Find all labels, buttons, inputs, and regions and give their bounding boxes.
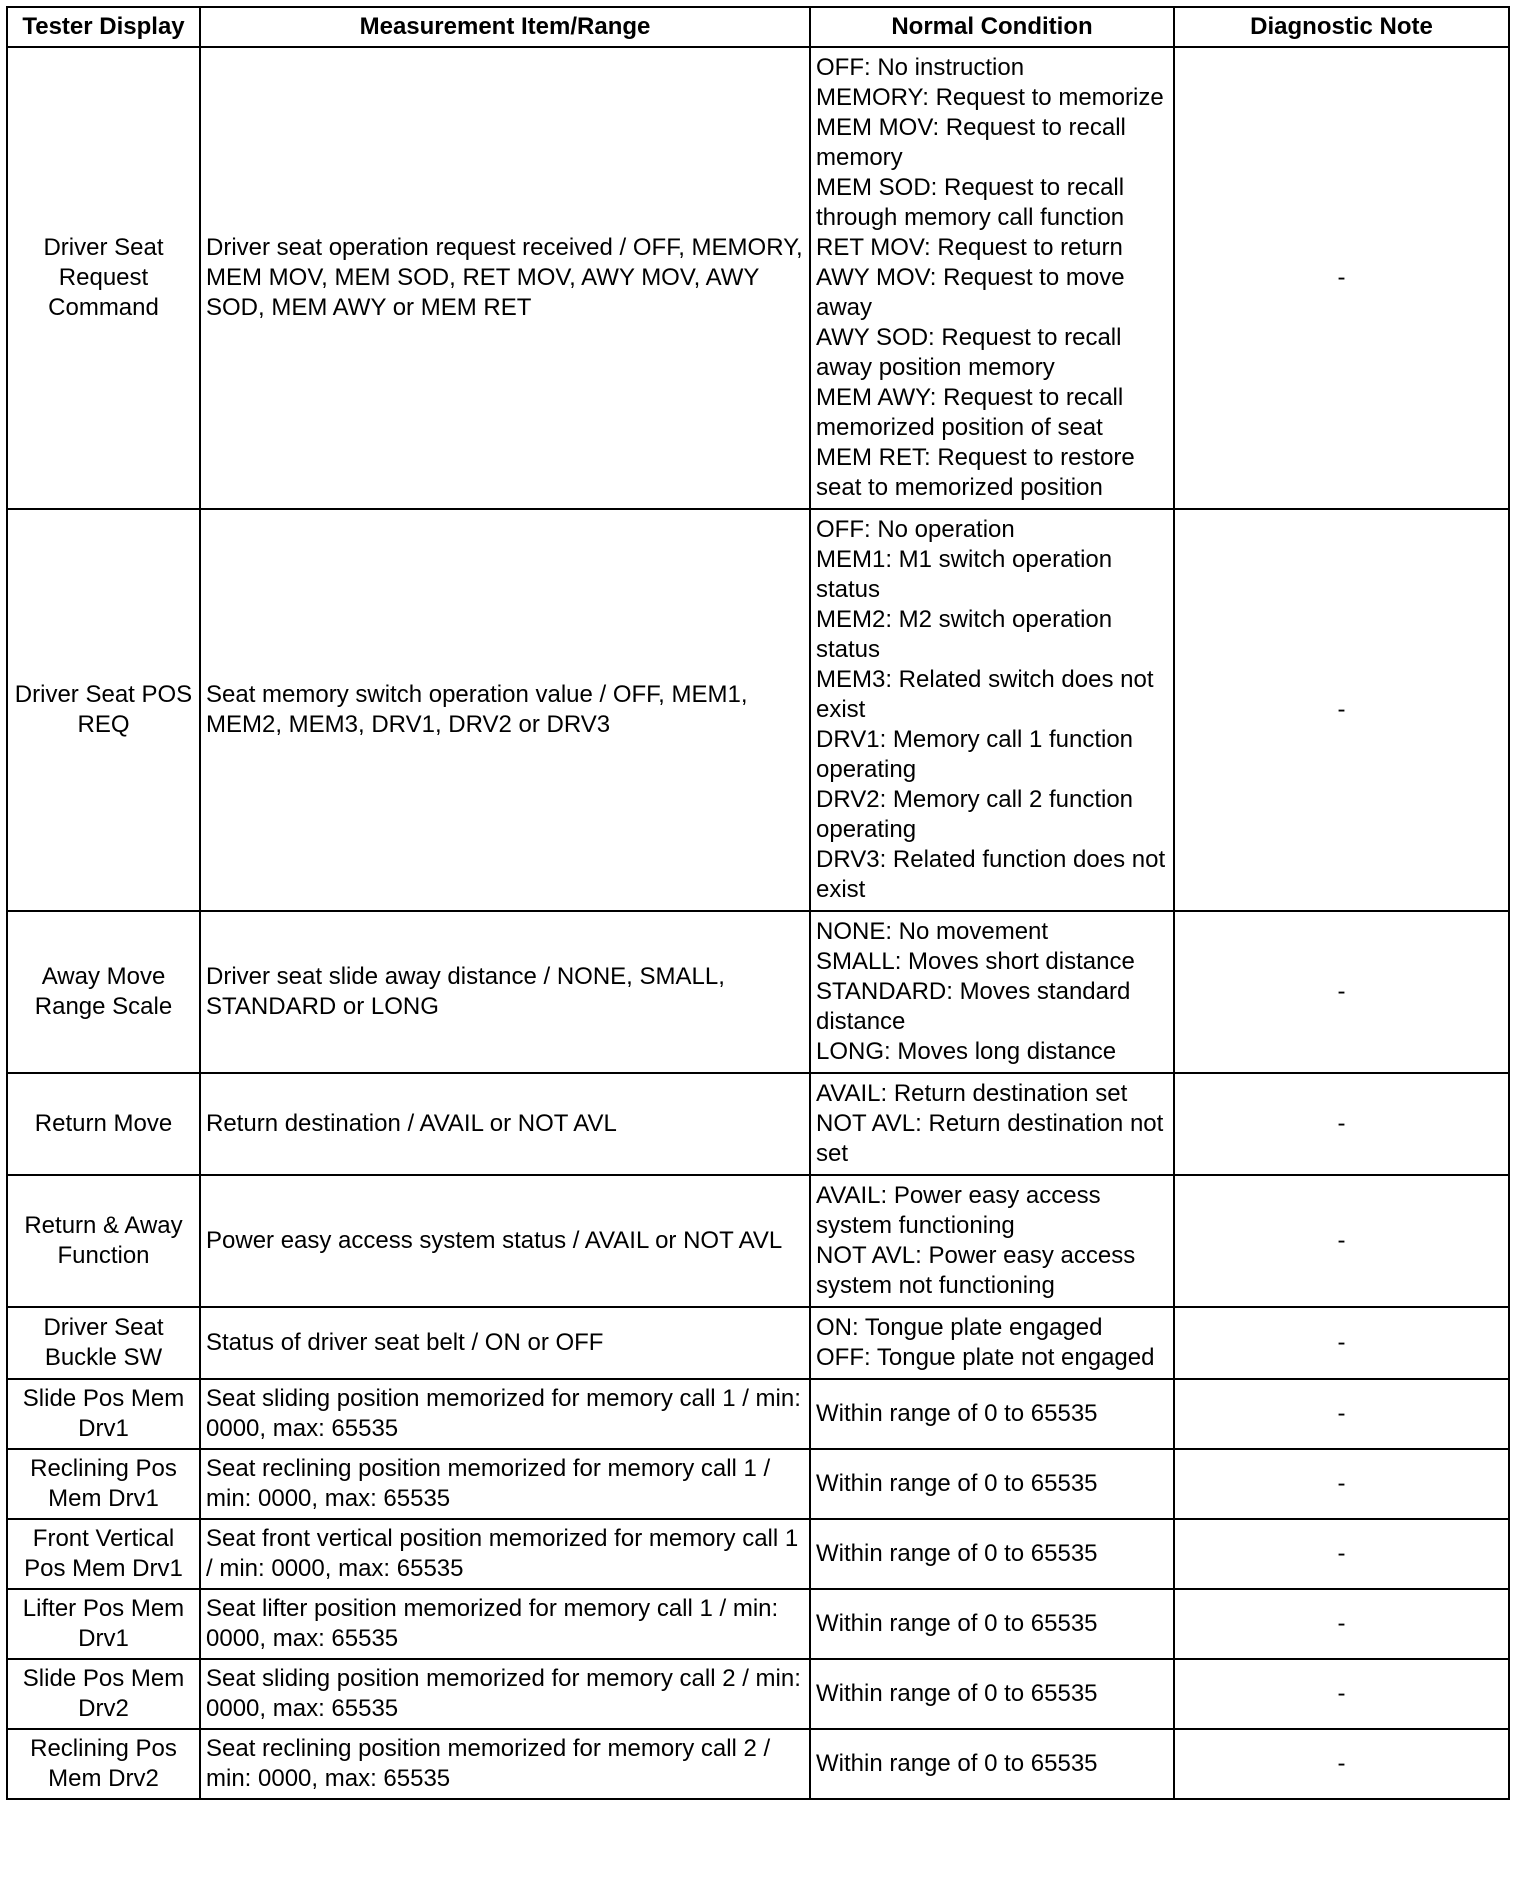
normal-condition-cell [810, 1307, 1174, 1379]
normal-condition-line: LONG: Moves long distance [816, 1038, 1117, 1065]
normal-condition-line: AVAIL: Return destination set [816, 1080, 1128, 1107]
measurement-item-cell: Seat sliding position memorized for memory call 2 / min: 0000, max: 65535 [200, 1659, 810, 1729]
measurement-item-cell: Seat memory switch operation value / OFF, MEM1, MEM2, MEM3, DRV1, DRV2 or DRV3 [200, 509, 810, 911]
normal-condition-line: ON: Tongue plate engaged [816, 1314, 1103, 1341]
table-row [7, 47, 1509, 509]
diagnostic-note-cell: - [1174, 1449, 1509, 1519]
diagnostic-note-cell: - [1174, 509, 1509, 911]
tester-display-cell: Away Move Range Scale [7, 911, 200, 1073]
normal-condition-cell [810, 509, 1174, 911]
normal-condition-line: NOT AVL: Return destination not set [816, 1110, 1164, 1167]
tester-display-cell: Slide Pos Mem Drv1 [7, 1379, 200, 1449]
header-row [7, 7, 1509, 47]
normal-condition-line: RET MOV: Request to return [816, 234, 1123, 261]
normal-condition-line: DRV2: Memory call 2 function operating [816, 786, 1134, 843]
normal-condition-line: NOT AVL: Power easy access system not functioning [816, 1242, 1136, 1299]
normal-condition-cell [810, 1729, 1174, 1799]
header-diagnostic-note: Diagnostic Note [1174, 7, 1509, 47]
header-normal-condition: Normal Condition [810, 7, 1174, 47]
normal-condition-line: MEM RET: Request to restore seat to memorized position [816, 444, 1135, 501]
table-header [7, 7, 1509, 47]
normal-condition-line: NONE: No movement [816, 918, 1049, 945]
normal-condition-cell [810, 1175, 1174, 1307]
normal-condition-line: Within range of 0 to 65535 [816, 1680, 1098, 1707]
tester-display-cell: Front Vertical Pos Mem Drv1 [7, 1519, 200, 1589]
normal-condition-cell [810, 1379, 1174, 1449]
table-row [7, 1729, 1509, 1799]
table-row [7, 1379, 1509, 1449]
normal-condition-cell [810, 1449, 1174, 1519]
tester-display-cell: Driver Seat POS REQ [7, 509, 200, 911]
diagnostic-note-cell: - [1174, 1519, 1509, 1589]
diagnostic-note-cell: - [1174, 1379, 1509, 1449]
normal-condition-cell [810, 1519, 1174, 1589]
diagnostic-note-cell: - [1174, 1307, 1509, 1379]
diagnostic-note-cell: - [1174, 911, 1509, 1073]
normal-condition-line: Within range of 0 to 65535 [816, 1610, 1098, 1637]
normal-condition-cell [810, 1073, 1174, 1175]
normal-condition-line: Within range of 0 to 65535 [816, 1470, 1098, 1497]
normal-condition-line: AWY MOV: Request to move away [816, 264, 1125, 321]
normal-condition-line: DRV3: Related function does not exist [816, 846, 1166, 903]
table-row [7, 1589, 1509, 1659]
table-row [7, 1175, 1509, 1307]
normal-condition-line: MEM AWY: Request to recall memorized position of seat [816, 384, 1124, 441]
diagnostic-note-cell: - [1174, 1659, 1509, 1729]
normal-condition-line: MEM SOD: Request to recall through memory call function [816, 174, 1125, 231]
table-row [7, 509, 1509, 911]
normal-condition-cell [810, 1589, 1174, 1659]
measurement-item-cell: Return destination / AVAIL or NOT AVL [200, 1073, 810, 1175]
normal-condition-line: OFF: Tongue plate not engaged [816, 1344, 1155, 1371]
document [6, 6, 1508, 1800]
normal-condition-line: MEMORY: Request to memorize [816, 84, 1164, 111]
measurement-item-cell: Power easy access system status / AVAIL or NOT AVL [200, 1175, 810, 1307]
normal-condition-cell [810, 47, 1174, 509]
data-table [6, 6, 1510, 1800]
table-row [7, 1659, 1509, 1729]
normal-condition-line: OFF: No operation [816, 516, 1015, 543]
table-row [7, 1307, 1509, 1379]
diagnostic-note-cell: - [1174, 1729, 1509, 1799]
tester-display-cell: Reclining Pos Mem Drv1 [7, 1449, 200, 1519]
normal-condition-line: SMALL: Moves short distance [816, 948, 1135, 975]
normal-condition-line: Within range of 0 to 65535 [816, 1750, 1098, 1777]
measurement-item-cell: Driver seat slide away distance / NONE, SMALL, STANDARD or LONG [200, 911, 810, 1073]
measurement-item-cell: Seat reclining position memorized for memory call 2 / min: 0000, max: 65535 [200, 1729, 810, 1799]
table-row [7, 1519, 1509, 1589]
diagnostic-note-cell: - [1174, 1589, 1509, 1659]
normal-condition-line: MEM3: Related switch does not exist [816, 666, 1154, 723]
tester-display-cell: Reclining Pos Mem Drv2 [7, 1729, 200, 1799]
normal-condition-line: Within range of 0 to 65535 [816, 1400, 1098, 1427]
measurement-item-cell: Seat front vertical position memorized for memory call 1 / min: 0000, max: 65535 [200, 1519, 810, 1589]
tester-display-cell: Driver Seat Buckle SW [7, 1307, 200, 1379]
normal-condition-line: MEM1: M1 switch operation status [816, 546, 1113, 603]
normal-condition-line: OFF: No instruction [816, 54, 1025, 81]
tester-display-cell: Lifter Pos Mem Drv1 [7, 1589, 200, 1659]
normal-condition-line: AWY SOD: Request to recall away position memory [816, 324, 1122, 381]
table-body [7, 47, 1509, 1799]
normal-condition-line: DRV1: Memory call 1 function operating [816, 726, 1134, 783]
table-row [7, 1449, 1509, 1519]
diagnostic-note-cell: - [1174, 1073, 1509, 1175]
normal-condition-cell [810, 911, 1174, 1073]
measurement-item-cell: Driver seat operation request received / OFF, MEMORY, MEM MOV, MEM SOD, RET MOV, AWY MOV, AWY SOD, MEM AWY or MEM RET [200, 47, 810, 509]
diagnostic-note-cell: - [1174, 1175, 1509, 1307]
normal-condition-line: Within range of 0 to 65535 [816, 1540, 1098, 1567]
normal-condition-line: MEM2: M2 switch operation status [816, 606, 1113, 663]
header-tester-display: Tester Display [7, 7, 200, 47]
header-measurement-item: Measurement Item/Range [200, 7, 810, 47]
tester-display-cell: Return Move [7, 1073, 200, 1175]
measurement-item-cell: Seat sliding position memorized for memory call 1 / min: 0000, max: 65535 [200, 1379, 810, 1449]
table-row [7, 1073, 1509, 1175]
normal-condition-line: AVAIL: Power easy access system functioning [816, 1182, 1101, 1239]
measurement-item-cell: Status of driver seat belt / ON or OFF [200, 1307, 810, 1379]
normal-condition-line: MEM MOV: Request to recall memory [816, 114, 1126, 171]
tester-display-cell: Return & Away Function [7, 1175, 200, 1307]
normal-condition-cell [810, 1659, 1174, 1729]
tester-display-cell: Driver Seat Request Command [7, 47, 200, 509]
table-row [7, 911, 1509, 1073]
diagnostic-note-cell: - [1174, 47, 1509, 509]
normal-condition-line: STANDARD: Moves standard distance [816, 978, 1131, 1035]
tester-display-cell: Slide Pos Mem Drv2 [7, 1659, 200, 1729]
measurement-item-cell: Seat reclining position memorized for memory call 1 / min: 0000, max: 65535 [200, 1449, 810, 1519]
measurement-item-cell: Seat lifter position memorized for memory call 1 / min: 0000, max: 65535 [200, 1589, 810, 1659]
